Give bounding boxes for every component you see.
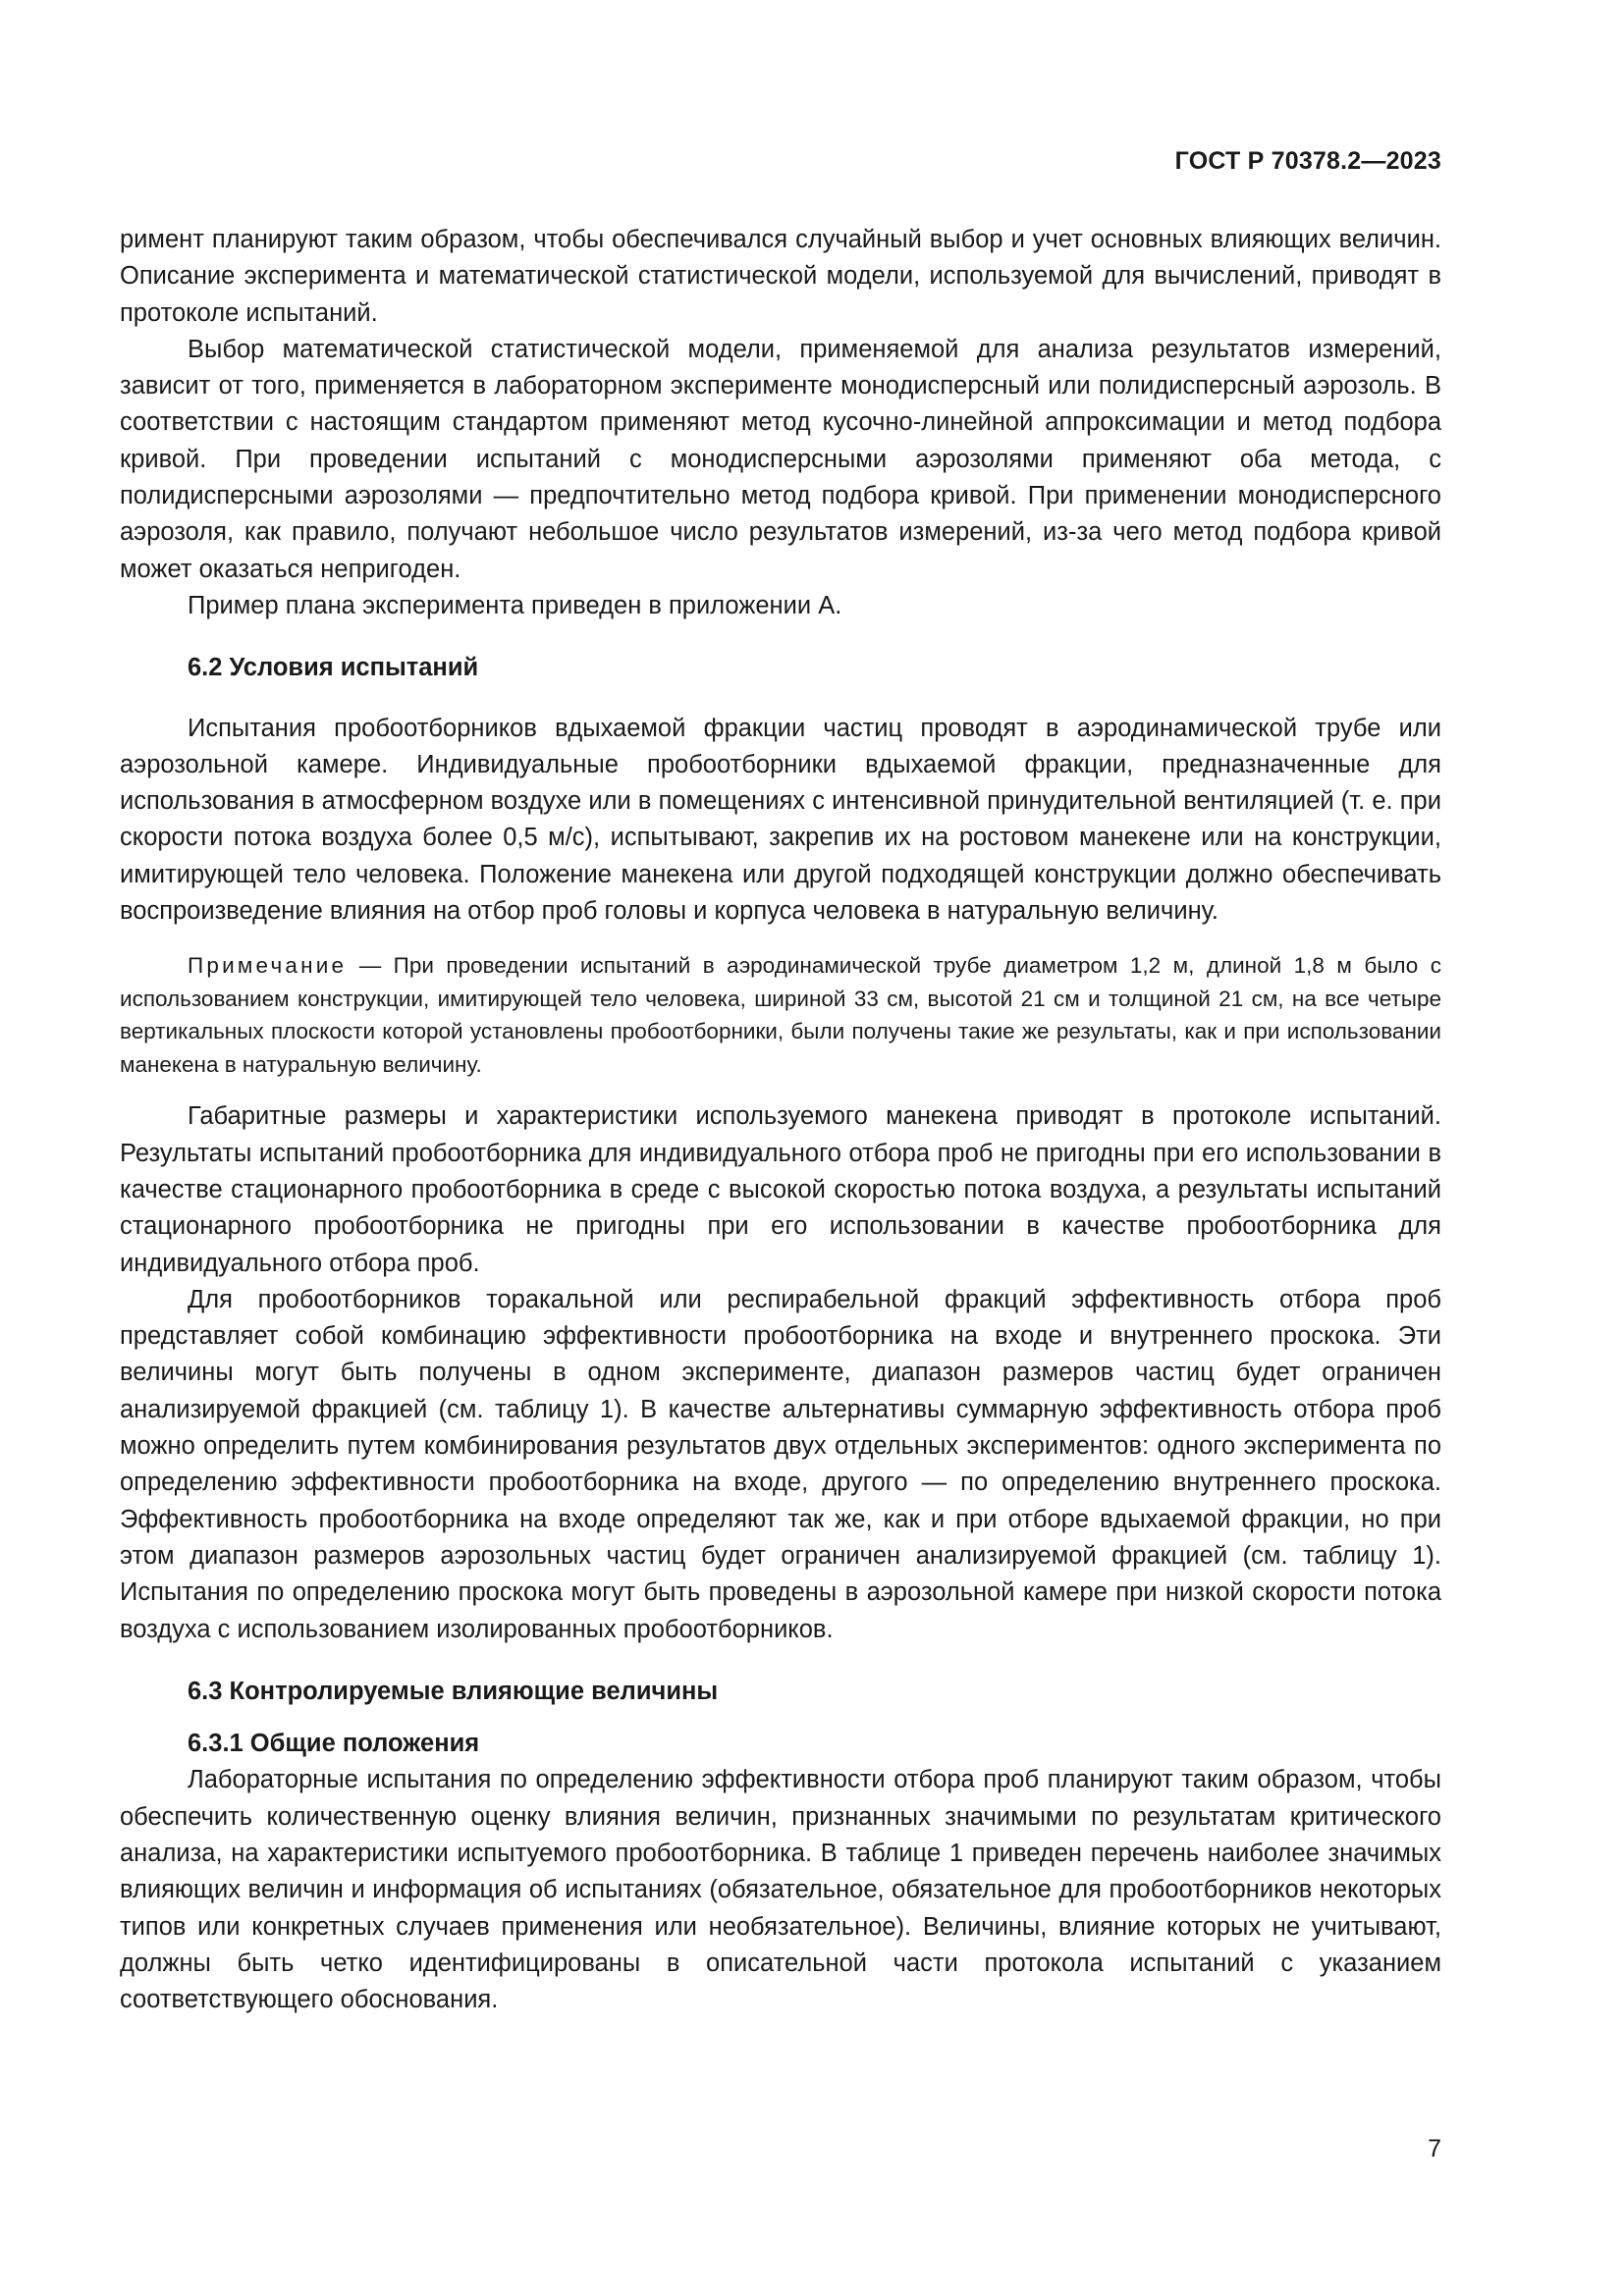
paragraph-model-selection: Выбор математической статистической модели, применяемой для анализа результатов измерений, зависит от того, применяется в лабораторном эксперименте монодисперсный или полидисперсный аэрозоль. В соответствии с настоящим стандартом применяют метод кусочно-линейной аппроксимации и метод подбора кривой. При проведении испытаний с монодисперсными аэрозолями применяют оба метода, с полидисперсными аэрозолями — предпочтительно метод подбора кривой. При применении монодисперсного аэрозоля, как правило, получают небольшое число результатов измерений, из-за чего метод подбора кривой может оказаться непригоден. [120, 335, 1441, 583]
section-6-3-1-heading: 6.3.1 Общие положения [188, 1730, 480, 1758]
note-label: Примечание [188, 953, 348, 979]
paragraph-6-2-thoracic: Для пробоотборников торакальной или респирабельной фракций эффективность отбора проб представляет собой комбинацию эффективности пробоотборника на входе и внутреннего проскока. Эти величины могут быть получены в одном эксперименте, диапазон размеров частиц будет ограничен анализируемой фракцией (см. таблицу 1). В качестве альтернативы суммарную эффективность отбора проб можно определить путем комбинирования результатов двух отдельных экспериментов: одного эксперимента по определению эффективности пробоотборника на входе, другого — по определению внутреннего проскока. Эффективность пробоотборника на входе определяют так же, как и при отборе вдыхаемой фракции, но при этом диапазон размеров аэрозольных частиц будет ограничен анализируемой фракцией (см. таблицу 1). Испытания по определению проскока могут быть проведены в аэрозольной камере при низкой скорости потока воздуха с использованием изолированных пробоотборников. [120, 1285, 1441, 1643]
paragraph-6-3-1-general: Лабораторные испытания по определению эффективности отбора проб планируют таким образом, чтобы обеспечить количественную оценку влияния величин, признанных значимыми по результатам критического анализа, на характеристики испытуемого пробоотборника. В таблице 1 приведен перечень наиболее значимых влияющих величин и информация об испытаниях (обязательное, обязательное для пробоотборников некоторых типов или конкретных случаев применения или необязательное). Величины, влияние которых не учитывают, должны быть четко идентифицированы в описательной части протокола испытаний с указанием соответствующего обоснования. [120, 1766, 1441, 2014]
paragraph-6-2-test-conditions: Испытания пробоотборников вдыхаемой фракции частиц проводят в аэродинамической трубе или аэрозольной камере. Индивидуальные пробоотборники вдыхаемой фракции, предназначенные для использования в атмосферном воздухе или в помещениях с интенсивной принудительной вентиляцией (т. е. при скорости потока воздуха более 0,5 м/с), испытывают, закрепив их на ростовом манекене или на конструкции, имитирующей тело человека. Положение манекена или другой подходящей конструкции должно обеспечивать воспроизведение влияния на отбор проб головы и корпуса человека в натуральную величину. [120, 714, 1441, 926]
paragraph-6-2-mannequin: Габаритные размеры и характеристики используемого манекена приводят в протоколе испытаний. Результаты испытаний пробоотборника для индивидуального отбора проб не пригодны при его использовании в качестве стационарного пробоотборника в среде с высокой скоростью потока воздуха, а результаты испытаний стационарного пробоотборника не пригодны при его использовании в качестве пробоотборника для индивидуального отбора проб. [120, 1102, 1441, 1277]
page-number: 7 [1428, 2135, 1441, 2163]
section-6-2-heading: 6.2 Условия испытаний [188, 654, 479, 682]
note-block [120, 949, 1441, 1081]
section-6-3-heading: 6.3 Контролируемые влияющие величины [188, 1677, 719, 1705]
paragraph-example-plan: Пример плана эксперимента приведен в приложении А. [188, 591, 842, 619]
document-code-header: ГОСТ Р 70378.2—2023 [1174, 147, 1441, 175]
paragraph-intro: римент планируют таким образом, чтобы обеспечивался случайный выбор и учет основных влияющих величин. Описание эксперимента и математической статистической модели, используемой для вычислений, приводят в протоколе испытаний. [120, 226, 1441, 327]
page-body [120, 222, 1441, 2018]
note-text: — При проведении испытаний в аэродинамической трубе диаметром 1,2 м, длиной 1,8 м было с использованием конструкции, имитирующей тело человека, шириной 33 см, высотой 21 см и толщиной 21 см, на все четыре вертикальных плоскости которой установлены пробоотборники, были получены такие же результаты, как и при использовании манекена в натуральную величину. [120, 953, 1441, 1077]
